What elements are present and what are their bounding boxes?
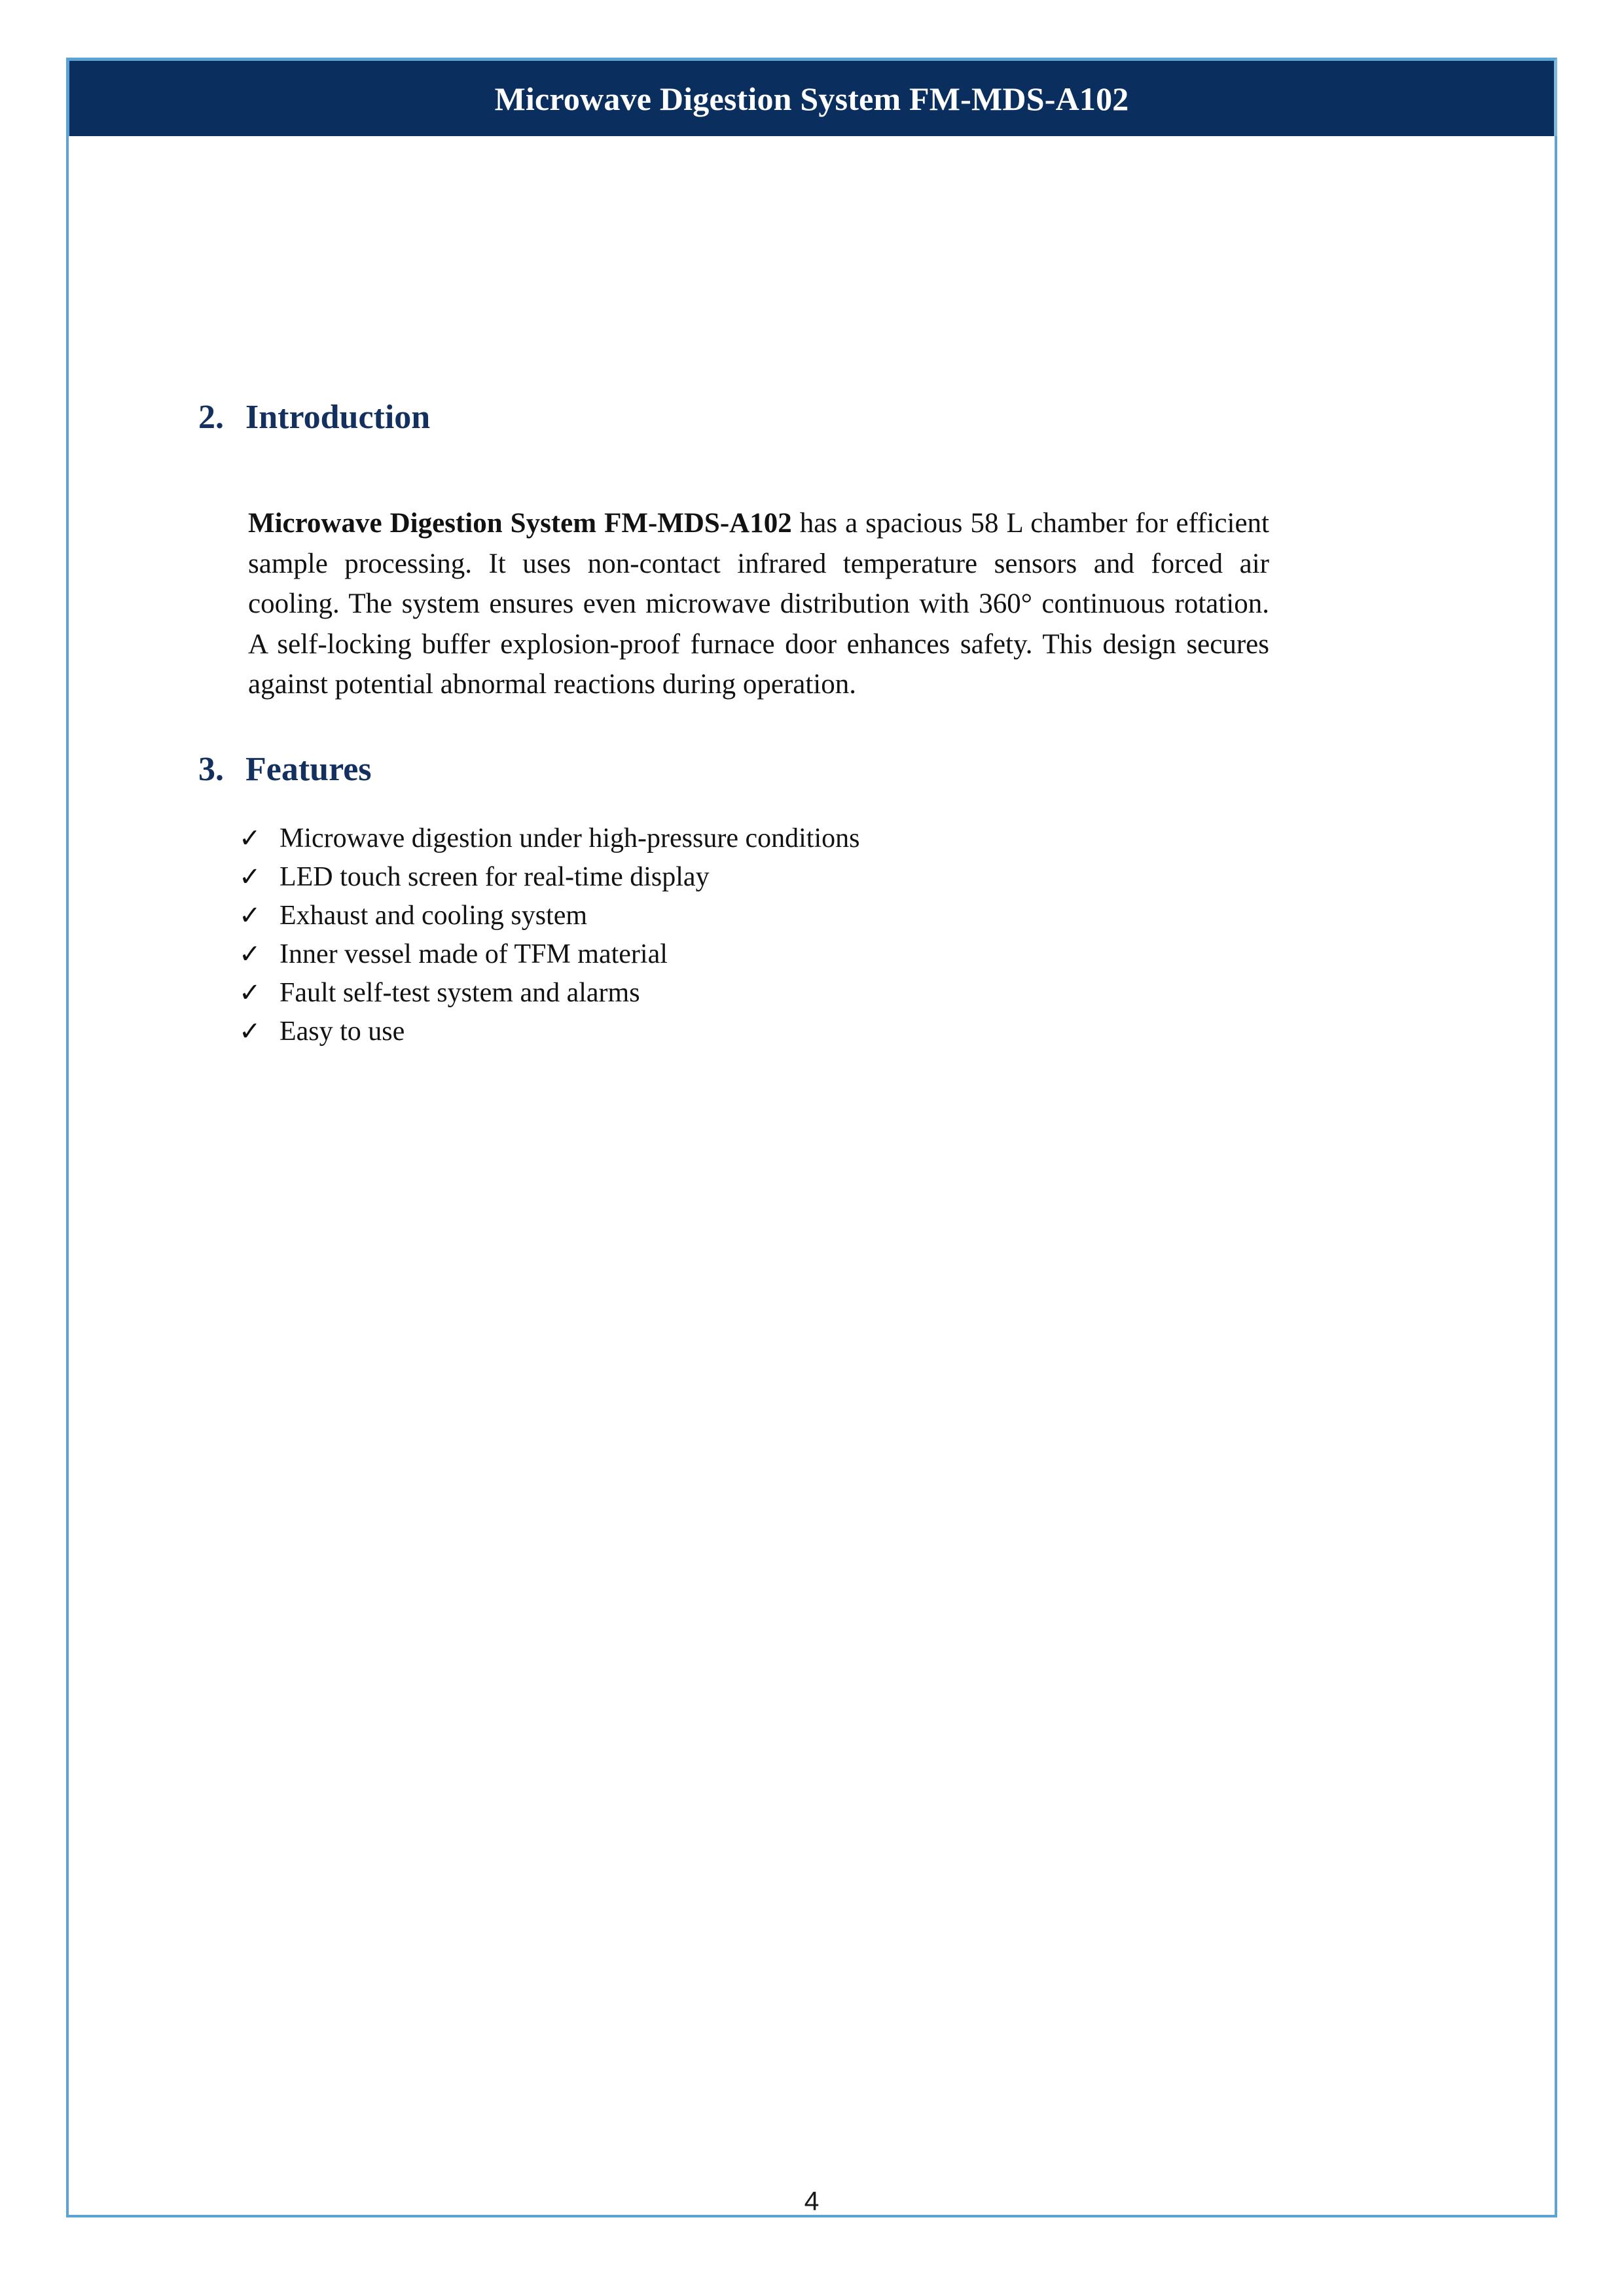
- section-heading-features: [198, 750, 372, 789]
- check-icon: ✓: [239, 1016, 261, 1047]
- list-item: [239, 974, 859, 1013]
- check-icon: ✓: [239, 901, 261, 931]
- list-item-label: Fault self-test system and alarms: [280, 978, 640, 1008]
- list-item-label: Microwave digestion under high-pressure conditions: [280, 823, 860, 853]
- section-number: 3.: [198, 751, 224, 788]
- section-title: Introduction: [245, 399, 431, 436]
- introduction-paragraph: [248, 503, 1269, 705]
- check-icon: ✓: [239, 862, 261, 892]
- list-item-label: Exhaust and cooling system: [280, 901, 588, 931]
- section-title: Features: [245, 751, 372, 788]
- list-item: [239, 1013, 859, 1051]
- list-item-label: LED touch screen for real-time display: [280, 862, 710, 892]
- check-icon: ✓: [239, 978, 261, 1008]
- features-list: [239, 819, 859, 1051]
- page-header-band: [66, 58, 1557, 136]
- list-item: [239, 819, 859, 858]
- page-content: [69, 139, 1555, 2214]
- introduction-lead-text: Microwave Digestion System FM-MDS-A102: [248, 508, 792, 539]
- document-title: Microwave Digestion System FM-MDS-A102: [494, 80, 1129, 117]
- document-page: [66, 58, 1557, 2217]
- list-item-label: Easy to use: [280, 1016, 405, 1047]
- page-number: 4: [804, 2186, 820, 2216]
- list-item: [239, 935, 859, 974]
- check-icon: ✓: [239, 939, 261, 969]
- section-number: 2.: [198, 399, 224, 436]
- list-item: [239, 897, 859, 935]
- section-heading-introduction: [198, 398, 430, 437]
- introduction-body-text: has a spacious 58 L chamber for efficient sample processing. It uses non-contact infrared temperature sensors and forced air cooling. The system ensures even microwave distribution with 360° continuous rotation. A self-locking buffer explosion-proof furnace door enhances safety. This design secures against potential abnormal reactions during operation.: [248, 508, 1269, 700]
- list-item: [239, 858, 859, 897]
- check-icon: ✓: [239, 823, 261, 853]
- list-item-label: Inner vessel made of TFM material: [280, 939, 668, 969]
